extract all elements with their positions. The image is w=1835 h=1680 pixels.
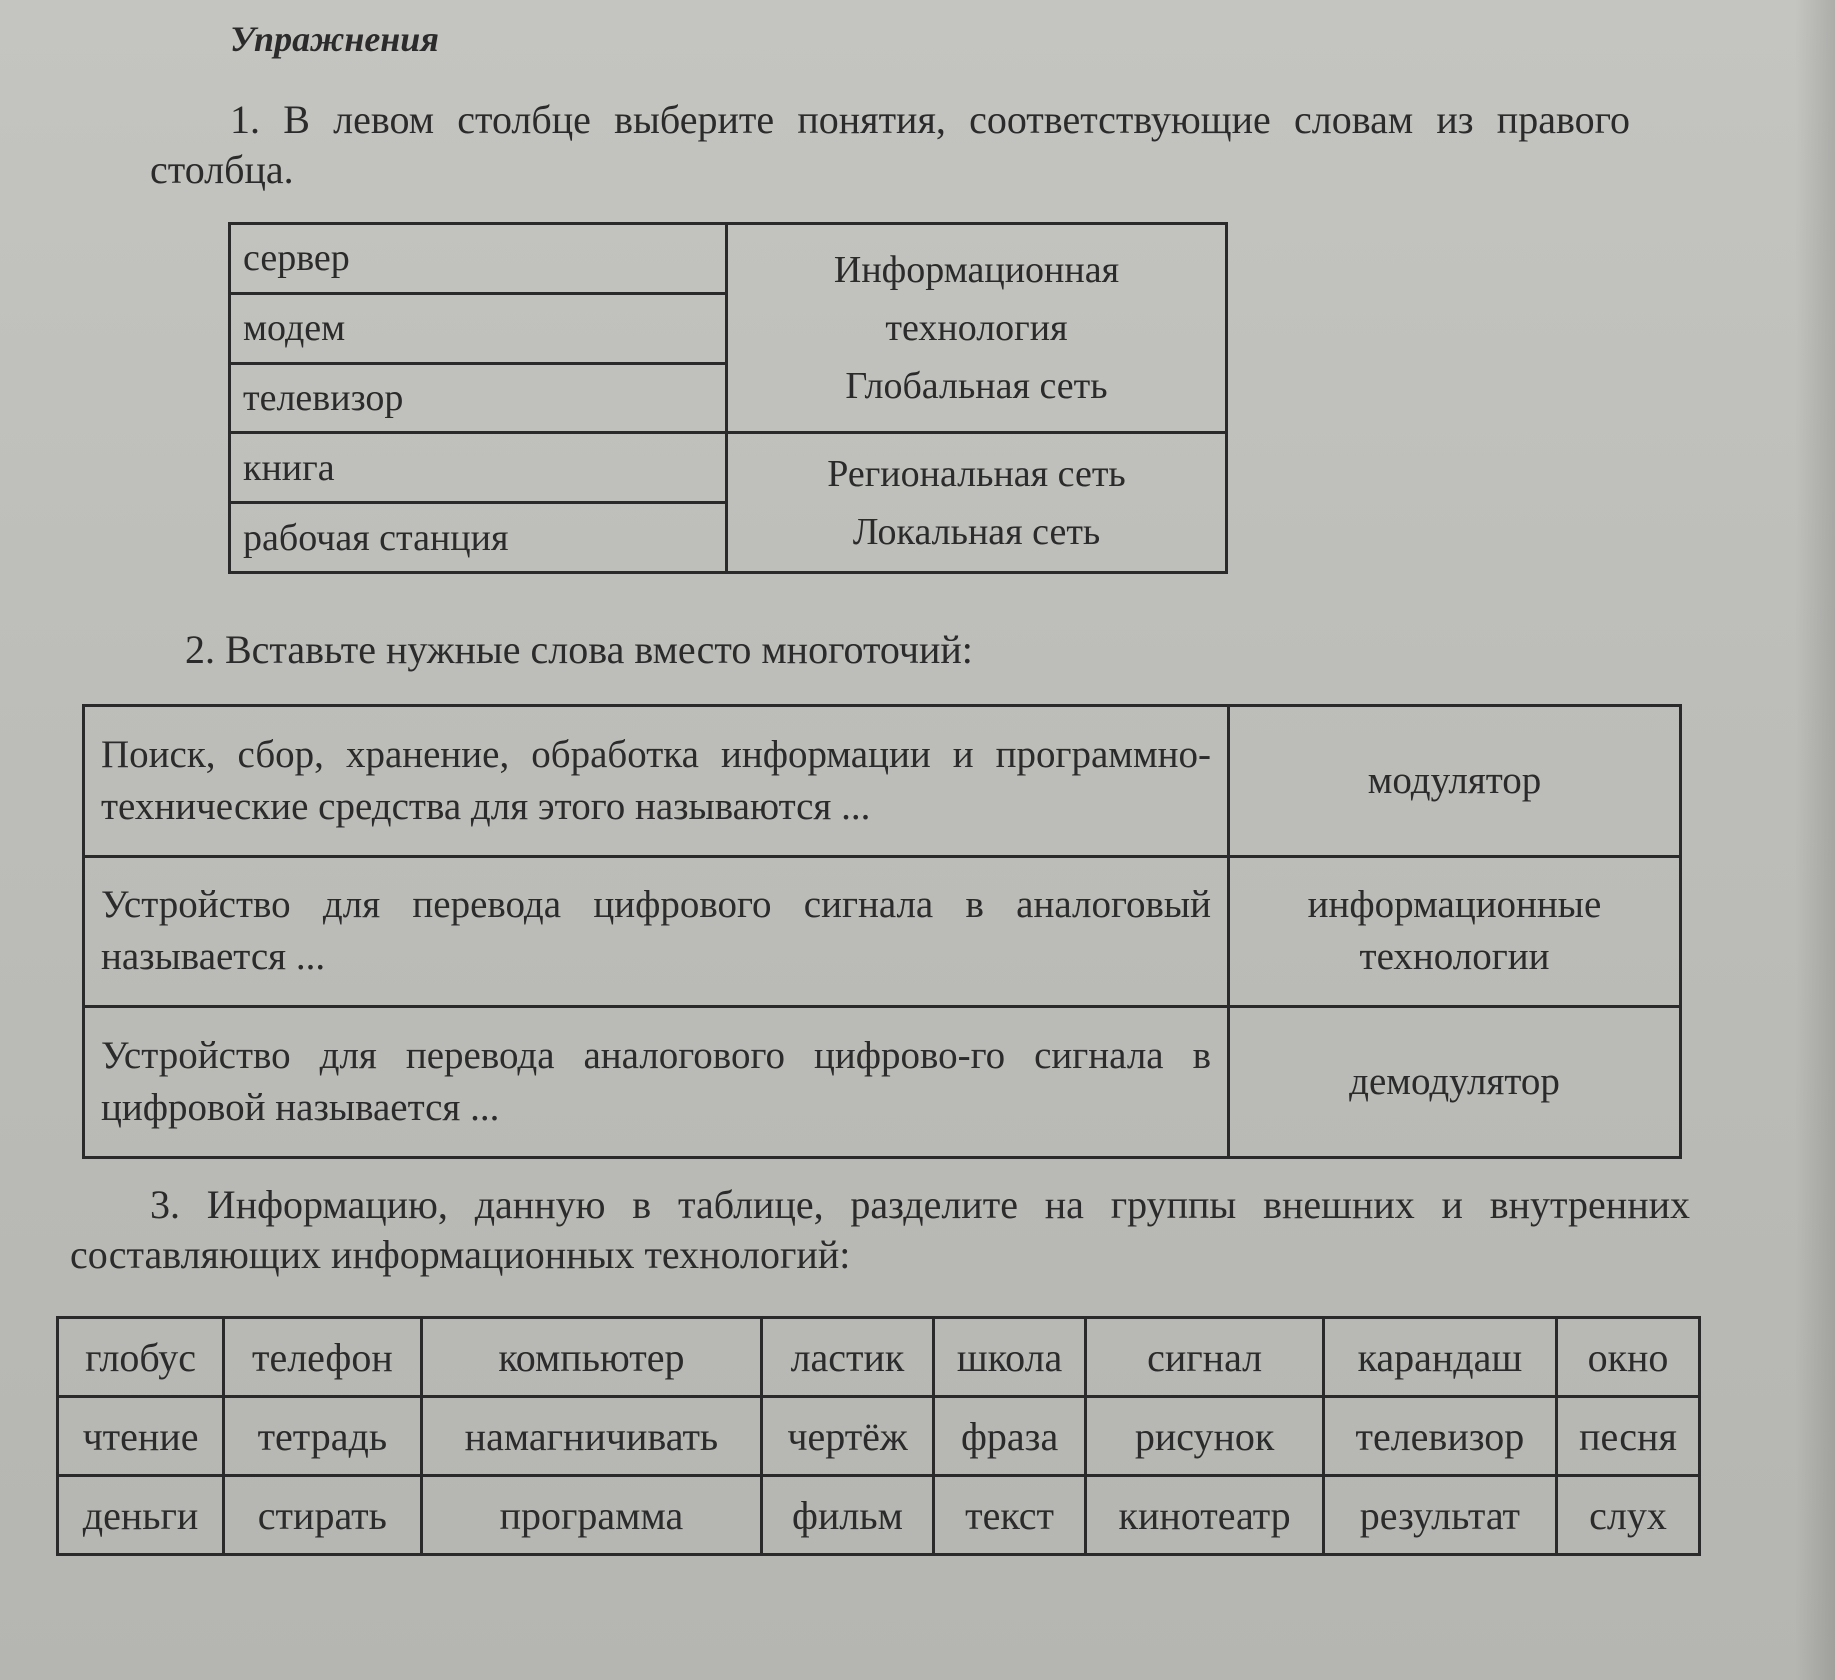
table-row	[84, 1007, 1681, 1158]
task3-cell: слух	[1556, 1476, 1699, 1555]
task3-table	[56, 1316, 1701, 1556]
task2-question-cell: Поиск, сбор, хранение, обработка информации и программно-технические средства для этого называются ...	[84, 706, 1229, 857]
task1-right-cell-top	[727, 224, 1227, 433]
task3-instruction: 3. Информацию, данную в таблице, разделите на группы внешних и внутренних составляющих информационных технологий:	[70, 1182, 1690, 1277]
task3-cell: школа	[933, 1318, 1086, 1397]
task3-cell: компьютер	[421, 1318, 762, 1397]
task1-left-cell: книга	[230, 433, 727, 503]
table-row	[58, 1476, 1700, 1555]
task3-cell: намагничивать	[421, 1397, 762, 1476]
task1-left-cell: сервер	[230, 224, 727, 294]
task3-cell: телефон	[224, 1318, 422, 1397]
task3-cell: кинотеатр	[1086, 1476, 1323, 1555]
task3-cell: песня	[1556, 1397, 1699, 1476]
task3-cell: окно	[1556, 1318, 1699, 1397]
table-row	[84, 856, 1681, 1007]
table-row	[84, 706, 1681, 857]
task3-cell: текст	[933, 1476, 1086, 1555]
task2-answer-cell: информационные технологии	[1229, 856, 1681, 1007]
task2-answer-cell: модулятор	[1229, 706, 1681, 857]
task3-cell: стирать	[224, 1476, 422, 1555]
page-edge-shadow	[1795, 0, 1835, 1680]
task3-cell: сигнал	[1086, 1318, 1323, 1397]
task3-cell: телевизор	[1323, 1397, 1556, 1476]
task2-question-cell: Устройство для перевода аналогового цифрово-го сигнала в цифровой называется ...	[84, 1007, 1229, 1158]
task3-cell: глобус	[58, 1318, 224, 1397]
task3-cell: фраза	[933, 1397, 1086, 1476]
task3-cell: тетрадь	[224, 1397, 422, 1476]
task3-cell: ластик	[762, 1318, 934, 1397]
task2-instruction: 2. Вставьте нужные слова вместо многоточий:	[185, 627, 973, 672]
task1-left-cell: телевизор	[230, 363, 727, 433]
task3-cell: фильм	[762, 1476, 934, 1555]
task1-right-cell-bottom	[727, 433, 1227, 573]
task2-table	[82, 704, 1682, 1159]
task1-table	[228, 222, 1228, 574]
task1-left-cell: модем	[230, 293, 727, 363]
task3-cell: чтение	[58, 1397, 224, 1476]
task1-right-line: Региональная сеть	[827, 452, 1126, 495]
task3-cell: деньги	[58, 1476, 224, 1555]
task3-cell: результат	[1323, 1476, 1556, 1555]
task3-cell: программа	[421, 1476, 762, 1555]
task2-answer-cell: демодулятор	[1229, 1007, 1681, 1158]
section-heading: Упражнения	[230, 19, 439, 59]
task1-right-line: технология	[885, 307, 1068, 350]
task3-cell: карандаш	[1323, 1318, 1556, 1397]
task1-right-line: Глобальная сеть	[845, 365, 1108, 408]
table-row	[58, 1397, 1700, 1476]
table-row	[230, 433, 1227, 503]
task1-right-line: Информационная	[833, 249, 1120, 292]
table-row	[230, 224, 1227, 294]
task1-right-line: Локальная сеть	[852, 510, 1101, 553]
task3-cell: рисунок	[1086, 1397, 1323, 1476]
task1-left-cell: рабочая станция	[230, 503, 727, 573]
task1-instruction: 1. В левом столбце выберите понятия, соответствующие словам из правого столбца.	[150, 97, 1630, 192]
table-row	[58, 1318, 1700, 1397]
task2-question-cell: Устройство для перевода цифрового сигнала в аналоговый называется ...	[84, 856, 1229, 1007]
task3-cell: чертёж	[762, 1397, 934, 1476]
